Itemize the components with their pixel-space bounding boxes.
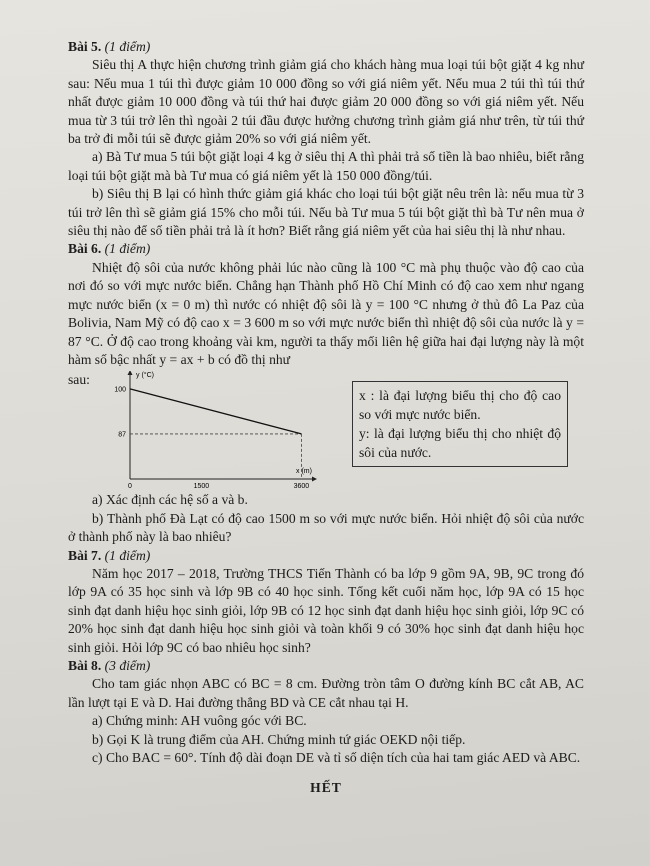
x-tick-label-3600: 3600 xyxy=(293,483,310,490)
legend-y-text: y: là đại lượng biểu thị cho nhiệt độ sôi của nước. xyxy=(359,426,561,461)
problem-6-legend-box xyxy=(352,381,568,467)
problem-8-part-c: c) Cho BAC = 60°. Tính độ dài đoạn DE và tỉ số diện tích của hai tam giác AED và ABC. xyxy=(92,750,581,765)
y-axis-arrow xyxy=(128,371,133,375)
problem-6-heading xyxy=(68,240,584,258)
problem-8-points: (3 điểm) xyxy=(104,657,151,673)
y-tick-label-100: 100 xyxy=(114,386,126,394)
problem-5-part-b: b) Siêu thị B lại có hình thức giảm giá khác cho loại túi bột giặt nêu trên là: nếu mua từ 3 túi trở lên thì sẽ giảm giá 15% cho mỗi túi. Nếu bà Tư mua 5 túi bột giặt thì bà Tư nên mua ở siêu thị nào để số tiền phải trả là ít hơn? Biết rằng giá niêm yết của hai siêu thị là như nhau. xyxy=(68,186,584,239)
y-tick-label-87: 87 xyxy=(118,431,126,439)
problem-7-heading xyxy=(68,547,584,565)
problem-7-points: (1 điểm) xyxy=(104,547,151,563)
boiling-point-line xyxy=(130,389,301,434)
x-axis-label: x (m) xyxy=(296,468,312,476)
x-axis-arrow xyxy=(312,477,317,482)
problem-5-title: Bài 5. xyxy=(68,39,102,54)
problem-6-points: (1 điểm) xyxy=(104,241,151,257)
problem-8-intro: Cho tam giác nhọn ABC có BC = 8 cm. Đường tròn tâm O đường kính BC cắt AB, AC lần lượt tại E và D. Hai đường thẳng BD và CE cắt nhau tại H. xyxy=(68,676,584,710)
problem-8-part-a: a) Chứng minh: AH vuông góc với BC. xyxy=(92,713,307,729)
y-axis-label: y (°C) xyxy=(136,372,154,380)
problem-6-part-b: b) Thành phố Đà Lạt có độ cao 1500 m so với mực nước biển. Hỏi nhiệt độ sôi của nước ở thành phố này là bao nhiêu? xyxy=(68,510,584,545)
x-tick-label-1500: 1500 xyxy=(193,483,210,490)
problem-8-title: Bài 8. xyxy=(68,657,102,673)
problem-5-heading xyxy=(68,38,584,56)
problem-5-points: (1 điểm) xyxy=(104,39,151,54)
legend-x-text: x : là đại lượng biểu thị cho độ cao so với mực nước biển. xyxy=(359,388,561,423)
boiling-point-chart xyxy=(100,371,340,489)
problem-8-part-b: b) Gọi K là trung điểm của AH. Chứng minh tứ giác OEKD nội tiếp. xyxy=(92,731,466,747)
problem-6-sau-label: sau: xyxy=(68,372,90,388)
problem-6-figure xyxy=(68,371,584,489)
problem-6-part-a: a) Xác định các hệ số a và b. xyxy=(92,492,248,508)
problem-7-text: Năm học 2017 – 2018, Trường THCS Tiến Thành có ba lớp 9 gồm 9A, 9B, 9C trong đó lớp 9A có 35 học sinh và lớp 9B có 40 học sinh. Tổng kết cuối năm học, lớp 9A có 15 học sinh đạt danh hiệu học sinh giỏi, lớp 9B có 12 học sinh đạt danh hiệu học sinh giỏi, lớp 9C có 20% học sinh đạt danh hiệu học sinh giỏi và toàn khối 9 có 30% học sinh đạt danh hiệu học sinh giỏi. Hỏi lớp 9C có bao nhiêu học sinh? xyxy=(68,565,584,655)
end-marker: HẾT xyxy=(310,780,342,796)
problem-6-intro: Nhiệt độ sôi của nước không phải lúc nào cũng là 100 °C mà phụ thuộc vào độ cao của nơi đó so với mực nước biển. Chẳng hạn Thành phố Hồ Chí Minh có độ cao xem như ngang mực nước biển (x = 0 m) thì nước có nhiệt độ sôi là y = 100 °C nhưng ở thủ đô La Paz của Bolivia, Nam Mỹ có độ cao x = 3 600 m so với mực nước biển thì nhiệt độ sôi của nước là y = 87 °C. Ở độ cao trong khoảng vài km, người ta thấy mối liên hệ giữa hai đại lượng này là một hàm số bậc nhất y = ax + b có đồ thị như xyxy=(68,259,584,367)
problem-6-title: Bài 6. xyxy=(68,241,102,257)
problem-8-heading xyxy=(68,657,584,675)
x-tick-label-0: 0 xyxy=(128,483,132,490)
problem-5-part-a: a) Bà Tư mua 5 túi bột giặt loại 4 kg ở siêu thị A thì phải trả số tiền là bao nhiêu, biết rằng loại túi bột giặt mà bà Tư mua có giá niêm yết là 150 000 đồng/túi. xyxy=(68,149,584,183)
problem-7-title: Bài 7. xyxy=(68,547,102,563)
problem-5-intro: Siêu thị A thực hiện chương trình giảm giá cho khách hàng mua loại túi bột giặt 4 kg như sau: Nếu mua 1 túi thì được giảm 10 000 đồng so với giá niêm yết. Nếu mua 2 túi thì túi thứ nhất được giảm 10 000 đồng và túi thứ hai được giảm 20 000 đồng so với giá niêm yết. Nếu mua từ 3 túi trở lên thì ngoài 2 túi đầu được hưởng chương trình giảm giá như trên, từ túi thứ ba trở đi mỗi túi sẽ được giảm 20% so với giá niêm yết. xyxy=(68,57,584,147)
